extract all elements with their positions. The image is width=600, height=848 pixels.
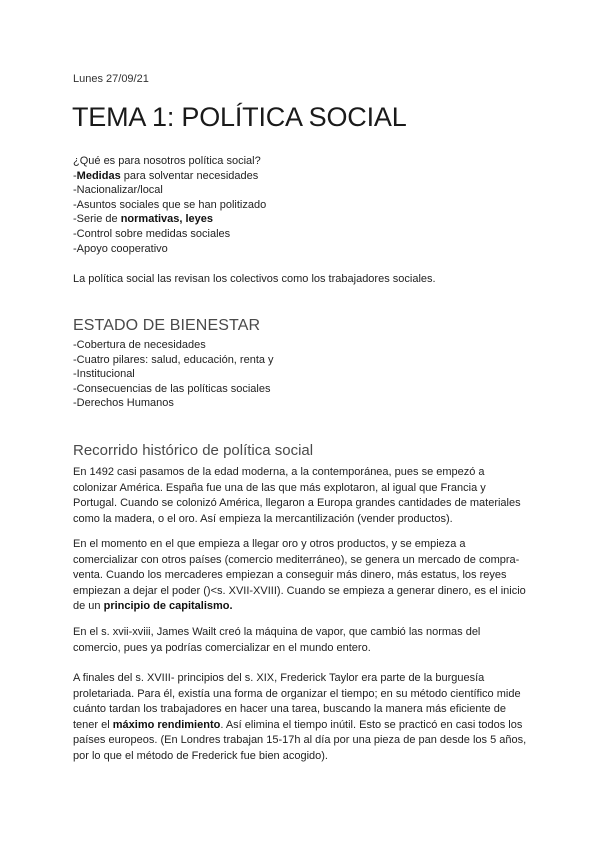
paragraph-text: A finales del s. XVIII- principios del s. XIX, Frederick Taylor era parte de la burguesía proletariada. Para él, existía una forma de organizar el tiempo; en su método científico mide cuánto tardan los trabajadores en hacer una tarea, buscando la manera más eficiente de tener el máximo rendimiento. Así elimina el tiempo inútil. Esto se practicó en casi todos los países europeos. (En Londres trabajan 15-17h al día por una pieza de pan desde los 5 años, por lo que el método de Frederick fue bien acogido). — [73, 672, 527, 762]
intro-section — [73, 154, 533, 256]
list-item: -Asuntos sociales que se han politizado — [73, 198, 267, 211]
paragraph-1 — [73, 465, 527, 527]
page-title: TEMA 1: POLÍTICA SOCIAL — [72, 102, 407, 132]
list-item: -Cobertura de necesidades — [73, 339, 206, 351]
paragraph-2 — [73, 537, 527, 615]
paragraph-3 — [73, 625, 527, 656]
paragraph-text: En el s. xvii-xviii, James Wailt creó la máquina de vapor, que cambió las normas del comercio, pues ya podrías comercializar en el mundo entero. — [73, 626, 481, 654]
list-item: -Consecuencias de las políticas sociales — [73, 382, 271, 395]
list-item: -Medidas para solventar necesidades — [73, 169, 259, 182]
intro-closing — [73, 272, 533, 287]
section-heading-recorrido: Recorrido histórico de política social — [73, 442, 314, 459]
intro-question: ¿Qué es para nosotros política social? — [73, 155, 261, 167]
list-item: -Control sobre medidas sociales — [73, 227, 231, 240]
bienestar-list — [73, 338, 533, 411]
closing-text: La política social las revisan los colectivos como los trabajadores sociales. — [73, 273, 436, 285]
paragraph-text: En el momento en el que empieza a llegar oro y otros productos, y se empieza a comercializar con otros países (comercio mediterráneo), se genera un mercado de compra-venta. Cuando los mercaderes empiezan a conseguir más dinero, más estatus, los reyes empiezan a dejar el poder ()<s. XVII-XVIII). Cuando se empieza a generar dinero, es el inicio de un principio de capitalismo. — [73, 538, 526, 612]
list-item: -Nacionalizar/local — [73, 184, 163, 197]
list-item: -Cuatro pilares: salud, educación, renta y — [73, 353, 274, 366]
paragraph-4 — [73, 671, 527, 764]
list-item: -Apoyo cooperativo — [73, 242, 168, 255]
list-item: -Derechos Humanos — [73, 397, 174, 410]
list-item: -Serie de normativas, leyes — [73, 213, 214, 226]
paragraph-text: En 1492 casi pasamos de la edad moderna, a la contemporánea, pues se empezó a colonizar América. España fue una de las que más explotaron, al igual que Francia y Portugal. Cuando se colonizó América, llegaron a Europa grandes cantidades de materiales como la madera, o el oro. Así empieza la mercantilización (vender productos). — [73, 466, 521, 525]
list-item: -Institucional — [73, 368, 135, 381]
date-label: Lunes 27/09/21 — [73, 73, 149, 85]
section-heading-bienestar: ESTADO DE BIENESTAR — [73, 317, 261, 334]
